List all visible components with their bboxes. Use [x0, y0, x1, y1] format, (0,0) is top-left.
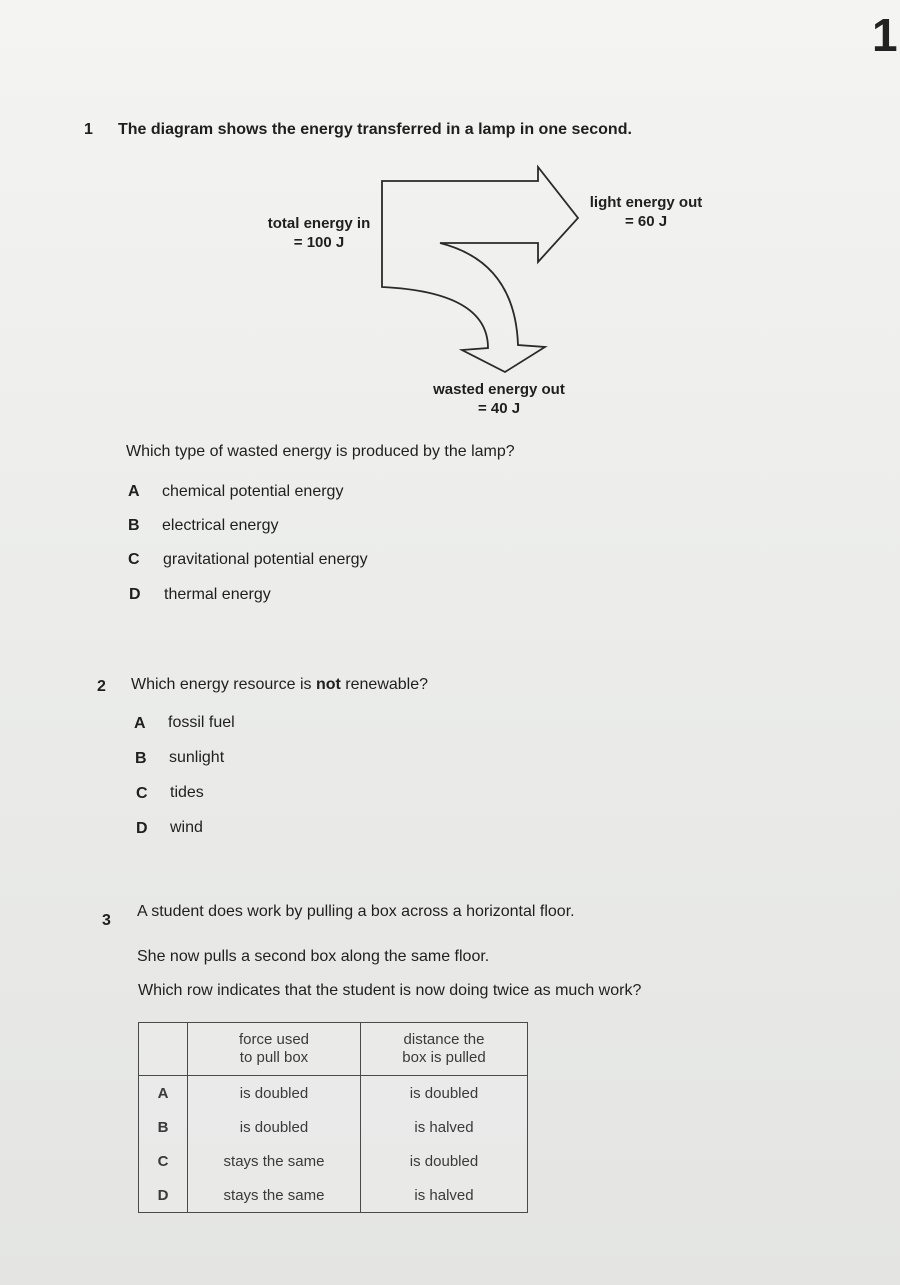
force-cell: stays the same	[188, 1178, 361, 1213]
table-row	[139, 1178, 528, 1213]
distance-cell: is doubled	[361, 1076, 528, 1111]
energy-transfer-diagram	[0, 0, 900, 440]
row-letter: B	[139, 1110, 188, 1144]
q2-option-b-letter: B	[135, 750, 147, 767]
question-1-stem: The diagram shows the energy transferred in a lamp in one second.	[118, 121, 632, 138]
q1-option-d-letter: D	[129, 586, 141, 603]
q1-option-b-text: electrical energy	[162, 517, 279, 534]
question-3-line-2: She now pulls a second box along the same floor.	[137, 948, 490, 965]
q1-option-d-text: thermal energy	[164, 586, 271, 603]
q2-option-d-text: wind	[170, 819, 203, 836]
force-cell: is doubled	[188, 1110, 361, 1144]
force-cell: stays the same	[188, 1144, 361, 1178]
row-letter: D	[139, 1178, 188, 1213]
question-3-number: 3	[102, 912, 111, 929]
table-corner-cell	[139, 1023, 188, 1076]
total-energy-label: total energy in = 100 J	[267, 215, 371, 251]
force-cell: is doubled	[188, 1076, 361, 1111]
table-row	[139, 1076, 528, 1111]
q2-option-c-text: tides	[170, 784, 204, 801]
q2-option-b-text: sunlight	[169, 749, 225, 766]
table-row	[139, 1144, 528, 1178]
row-letter: A	[139, 1076, 188, 1111]
q1-option-a-letter: A	[128, 483, 140, 500]
question-2-number: 2	[97, 678, 106, 695]
sankey-arrow-outline	[382, 167, 578, 372]
q1-option-c-text: gravitational potential energy	[163, 551, 368, 568]
force-header: force used to pull box	[188, 1023, 361, 1076]
q1-option-b-letter: B	[128, 517, 140, 534]
work-table	[138, 1022, 528, 1213]
q2-option-a-letter: A	[134, 715, 146, 732]
table-header-row	[139, 1023, 528, 1076]
q1-option-c-letter: C	[128, 551, 140, 568]
row-letter: C	[139, 1144, 188, 1178]
question-3-line-3: Which row indicates that the student is now doing twice as much work?	[138, 982, 642, 999]
question-3-line-1: A student does work by pulling a box across a horizontal floor.	[137, 903, 575, 920]
question-1-prompt: Which type of wasted energy is produced by the lamp?	[126, 443, 515, 460]
distance-cell: is halved	[361, 1110, 528, 1144]
table-row	[139, 1110, 528, 1144]
q2-option-c-letter: C	[136, 785, 148, 802]
q2-option-d-letter: D	[136, 820, 148, 837]
distance-header: distance the box is pulled	[361, 1023, 528, 1076]
distance-cell: is doubled	[361, 1144, 528, 1178]
q1-option-a-text: chemical potential energy	[162, 483, 344, 500]
wasted-energy-label: wasted energy out = 40 J	[433, 381, 565, 417]
page-number: 1	[872, 9, 898, 61]
q2-option-a-text: fossil fuel	[168, 714, 235, 731]
light-energy-label: light energy out = 60 J	[589, 194, 703, 230]
question-1-number: 1	[84, 121, 93, 138]
distance-cell: is halved	[361, 1178, 528, 1213]
question-2-stem: Which energy resource is not renewable?	[131, 676, 429, 693]
